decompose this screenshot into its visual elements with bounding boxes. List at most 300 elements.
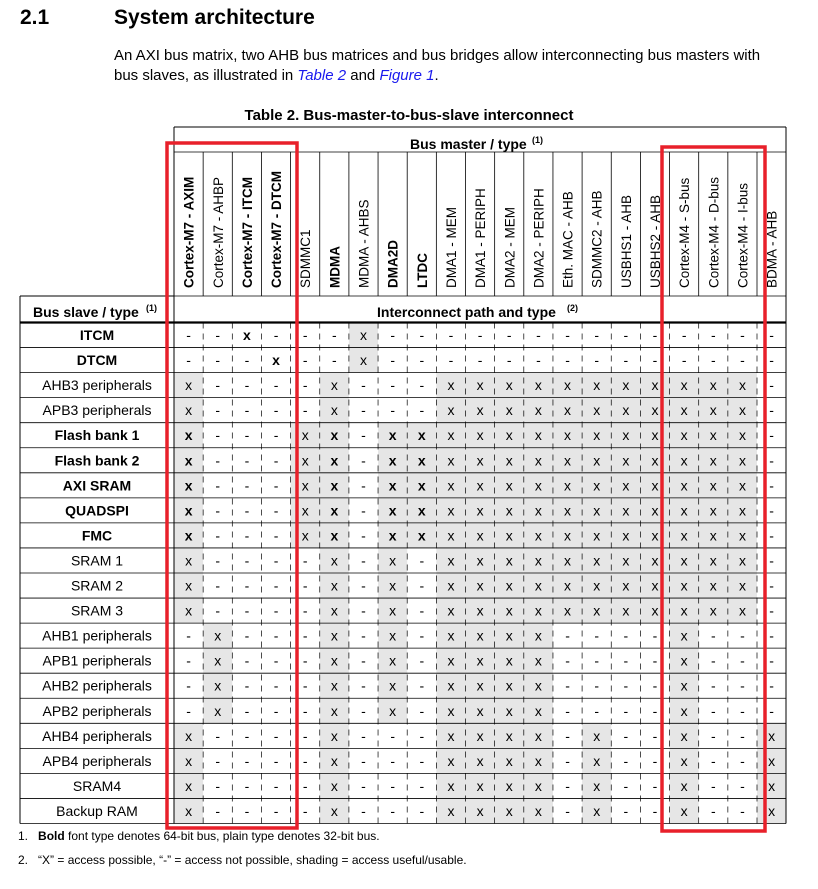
cell-value: - (244, 777, 250, 794)
cell-value: x (301, 452, 309, 469)
cell-value: - (273, 702, 279, 719)
cell-value: x (476, 702, 484, 719)
cell-value: x (447, 377, 455, 394)
cell-value: x (534, 602, 542, 619)
master-label: DMA2D (385, 239, 401, 288)
cell-value: - (244, 652, 250, 669)
cell-value: - (302, 377, 308, 394)
cell-value: - (565, 327, 570, 344)
cell-value: x (680, 377, 688, 394)
cell-value: x (738, 577, 746, 594)
bus-master-footnote-ref: (1) (532, 135, 543, 145)
cell-value: x (417, 477, 426, 494)
cell-value: - (740, 327, 745, 344)
cell-value: - (361, 552, 366, 569)
cell-value: x (389, 702, 397, 719)
cell-value: - (186, 627, 191, 644)
cell-value: - (302, 352, 308, 369)
master-label: DMA2 - PERIPH (531, 188, 547, 288)
master-label: Cortex-M4 - D-bus (706, 176, 722, 288)
cell-value: - (565, 702, 570, 719)
master-label: DMA2 - MEM (502, 207, 518, 288)
slave-label: SRAM 1 (70, 552, 124, 569)
slave-label: APB2 peripherals (42, 702, 152, 719)
cell-value: x (593, 552, 601, 569)
cell-value: x (447, 577, 455, 594)
cell-value: x (476, 777, 484, 794)
cell-value: - (273, 727, 279, 744)
cell-value: - (419, 727, 425, 744)
cell-value: - (710, 327, 716, 344)
cell-value: - (769, 702, 774, 719)
cell-value: x (476, 802, 484, 819)
cell-value: x (534, 552, 542, 569)
cell-value: x (447, 502, 455, 519)
cell-value: - (390, 327, 395, 344)
cell-value: - (273, 802, 279, 819)
cell-value: - (477, 327, 483, 344)
cell-value: x (768, 727, 776, 744)
cell-value: x (476, 577, 484, 594)
cell-value: - (244, 452, 250, 469)
cell-value: x (593, 752, 601, 769)
cell-value: x (272, 352, 280, 369)
table-2-link[interactable]: Table 2 (297, 67, 347, 84)
cell-value: x (534, 427, 542, 444)
cell-value: x (709, 602, 717, 619)
cell-value: - (244, 602, 250, 619)
cell-value: x (680, 452, 688, 469)
cell-value: - (273, 552, 279, 569)
cell-value: x (184, 427, 193, 444)
cell-value: x (447, 477, 455, 494)
cell-value: x (389, 677, 397, 694)
cell-value: x (505, 602, 513, 619)
cell-value: - (623, 627, 629, 644)
cell-value: x (564, 602, 572, 619)
cell-value: - (565, 652, 570, 669)
cell-value: x (534, 652, 542, 669)
footnote-number: 1. (18, 829, 29, 843)
cell-value: - (390, 777, 395, 794)
cell-value: x (768, 802, 776, 819)
cell-value: - (186, 652, 191, 669)
cell-value: - (506, 352, 512, 369)
cell-value: x (593, 402, 601, 419)
section-title: System architecture (114, 6, 315, 29)
cell-value: - (710, 752, 716, 769)
cell-value: x (476, 727, 484, 744)
cell-value: - (681, 352, 687, 369)
cell-value: x (447, 677, 455, 694)
cell-value: - (740, 352, 745, 369)
master-label: LTDC (414, 253, 430, 288)
cell-value: - (740, 702, 745, 719)
cell-value: - (215, 402, 221, 419)
cell-value: x (505, 727, 513, 744)
cell-value: - (361, 777, 366, 794)
cell-value: x (505, 627, 513, 644)
cell-value: - (419, 577, 425, 594)
cell-value: x (388, 477, 397, 494)
cell-value: - (769, 652, 774, 669)
cell-value: x (593, 527, 601, 544)
cell-value: - (565, 677, 570, 694)
cell-value: - (361, 602, 366, 619)
footnote-1 (18, 829, 380, 843)
cell-value: x (505, 652, 513, 669)
cell-value: x (534, 777, 542, 794)
cell-value: x (622, 452, 630, 469)
cell-value: - (594, 652, 600, 669)
cell-value: x (476, 602, 484, 619)
footnote-bold: Bold (38, 829, 65, 843)
cell-value: x (417, 427, 426, 444)
cell-value: x (738, 427, 746, 444)
cell-value: - (623, 677, 629, 694)
master-label: Cortex-M7 - ITCM (239, 177, 255, 288)
cell-value: x (680, 427, 688, 444)
cell-value: - (273, 652, 279, 669)
interconnect-header: Interconnect path and type (377, 304, 556, 320)
cell-value: x (476, 402, 484, 419)
cell-value: - (244, 352, 250, 369)
cell-value: - (652, 777, 658, 794)
cell-value: x (680, 527, 688, 544)
cell-value: - (419, 602, 425, 619)
cell-value: - (361, 402, 366, 419)
cell-value: - (390, 802, 395, 819)
cell-value: x (330, 602, 338, 619)
master-label: Cortex-M7 - AHBP (210, 176, 226, 288)
cell-value: - (594, 677, 600, 694)
cell-value: x (680, 602, 688, 619)
cell-value: - (710, 352, 716, 369)
cell-value: x (709, 552, 717, 569)
cell-value: - (244, 502, 250, 519)
cell-value: - (652, 327, 658, 344)
slave-label: DTCM (76, 352, 118, 369)
cell-value: - (594, 327, 600, 344)
cell-value: - (419, 677, 425, 694)
cell-value: x (651, 377, 659, 394)
cell-value: - (710, 802, 716, 819)
cell-value: - (215, 452, 221, 469)
cell-value: - (710, 652, 716, 669)
cell-value: x (476, 527, 484, 544)
cell-value: - (565, 777, 570, 794)
cell-value: - (273, 677, 279, 694)
cell-value: x (564, 427, 572, 444)
bus-slave-header: Bus slave / type (33, 304, 139, 320)
cell-value: x (593, 427, 601, 444)
cell-value: x (447, 602, 455, 619)
cell-value: - (623, 802, 629, 819)
cell-value: x (738, 602, 746, 619)
cell-value: x (505, 802, 513, 819)
cell-value: x (330, 502, 339, 519)
cell-value: - (448, 352, 454, 369)
cell-value: x (534, 802, 542, 819)
cell-value: - (769, 402, 774, 419)
slave-label: ITCM (79, 327, 115, 344)
cell-value: - (302, 327, 308, 344)
cell-value: - (506, 327, 512, 344)
cell-value: x (534, 727, 542, 744)
cell-value: x (680, 402, 688, 419)
cell-value: x (389, 602, 397, 619)
cell-value: - (361, 527, 366, 544)
cell-value: x (622, 377, 630, 394)
cell-value: x (534, 452, 542, 469)
cell-value: - (302, 552, 308, 569)
cell-value: x (505, 577, 513, 594)
cell-value: x (505, 777, 513, 794)
master-label: Eth. MAC - AHB (560, 191, 576, 288)
cell-value: x (185, 777, 193, 794)
cell-value: - (419, 377, 425, 394)
cell-value: x (564, 452, 572, 469)
cell-value: x (447, 452, 455, 469)
cell-value: x (738, 552, 746, 569)
cell-value: - (740, 777, 745, 794)
cell-value: - (302, 727, 308, 744)
cell-value: x (330, 377, 338, 394)
cell-value: - (215, 602, 221, 619)
cell-value: - (477, 352, 483, 369)
cell-value: x (738, 377, 746, 394)
cell-value: - (332, 327, 337, 344)
cell-value: - (302, 652, 308, 669)
cell-value: - (652, 652, 658, 669)
cell-value: - (769, 577, 774, 594)
slave-label: APB3 peripherals (42, 402, 152, 419)
cell-value: x (593, 802, 601, 819)
master-label: SDMMC2 - AHB (589, 190, 605, 288)
cell-value: x (214, 677, 222, 694)
slave-label: AHB2 peripherals (42, 677, 152, 694)
intro-text: . (434, 67, 439, 84)
cell-value: - (390, 752, 395, 769)
cell-value: x (505, 377, 513, 394)
cell-value: - (273, 377, 279, 394)
cell-value: - (565, 802, 570, 819)
cell-value: x (184, 477, 193, 494)
cell-value: x (680, 802, 688, 819)
cell-value: - (390, 377, 395, 394)
cell-value: x (330, 552, 338, 569)
cell-value: x (476, 677, 484, 694)
footnote-text: “X” = access possible, “-” = access not possible, shading = access useful/usable. (38, 853, 467, 867)
cell-value: x (651, 402, 659, 419)
cell-value: x (447, 727, 455, 744)
cell-value: - (652, 352, 658, 369)
cell-value: - (215, 527, 221, 544)
cell-value: x (709, 402, 717, 419)
cell-value: - (536, 352, 541, 369)
cell-value: x (738, 452, 746, 469)
cell-value: - (769, 502, 774, 519)
cell-value: - (215, 352, 221, 369)
cell-value: x (651, 502, 659, 519)
cell-value: x (184, 502, 193, 519)
cell-value: x (447, 427, 455, 444)
cell-value: x (534, 577, 542, 594)
cell-value: x (330, 752, 338, 769)
cell-value: x (622, 477, 630, 494)
cell-value: x (184, 527, 193, 544)
cell-value: x (534, 702, 542, 719)
cell-value: - (769, 377, 774, 394)
cell-value: x (447, 652, 455, 669)
cell-value: - (361, 452, 366, 469)
cell-value: - (710, 727, 716, 744)
master-label: Cortex-M4 - I-bus (735, 182, 751, 288)
cell-value: x (680, 752, 688, 769)
cell-value: x (709, 427, 717, 444)
cell-value: - (769, 477, 774, 494)
master-label: MDMA (327, 246, 343, 288)
slave-label: QUADSPI (65, 502, 129, 519)
cell-value: - (681, 327, 687, 344)
cell-value: x (622, 402, 630, 419)
cell-value: x (651, 427, 659, 444)
cell-value: - (594, 352, 600, 369)
cell-value: x (534, 527, 542, 544)
cell-value: - (244, 577, 250, 594)
cell-value: x (301, 477, 309, 494)
master-label: DMA1 - MEM (443, 207, 459, 288)
cell-value: - (361, 477, 366, 494)
cell-value: x (680, 552, 688, 569)
cell-value: x (476, 652, 484, 669)
cell-value: x (593, 777, 601, 794)
cell-value: x (564, 527, 572, 544)
cell-value: - (565, 627, 570, 644)
cell-value: x (593, 727, 601, 744)
cell-value: - (273, 627, 279, 644)
cell-value: x (564, 402, 572, 419)
cell-value: x (680, 477, 688, 494)
cell-value: - (536, 327, 541, 344)
cell-value: - (215, 502, 221, 519)
cell-value: x (389, 652, 397, 669)
table-caption: Table 2. Bus-master-to-bus-slave interconnect (244, 107, 574, 124)
cell-value: - (332, 352, 337, 369)
cell-value: - (448, 327, 454, 344)
cell-value: x (185, 402, 193, 419)
cell-value: - (273, 452, 279, 469)
cell-value: x (622, 527, 630, 544)
cell-value: x (593, 477, 601, 494)
cell-value: x (330, 652, 338, 669)
cell-value: - (273, 427, 279, 444)
cell-value: - (244, 627, 250, 644)
cell-value: - (652, 627, 658, 644)
cell-value: x (447, 552, 455, 569)
cell-value: x (417, 527, 426, 544)
cell-value: - (710, 627, 716, 644)
cell-value: x (680, 677, 688, 694)
cell-value: x (214, 627, 222, 644)
cell-value: x (447, 527, 455, 544)
cell-value: - (361, 427, 366, 444)
cell-value: x (738, 502, 746, 519)
cell-value: x (447, 752, 455, 769)
cell-value: - (565, 352, 570, 369)
cell-value: - (361, 652, 366, 669)
cell-value: x (301, 427, 309, 444)
cell-value: - (302, 752, 308, 769)
figure-1-link[interactable]: Figure 1 (379, 67, 435, 84)
cell-value: - (273, 502, 279, 519)
cell-value: - (419, 802, 425, 819)
cell-value: x (651, 602, 659, 619)
cell-value: - (419, 352, 425, 369)
cell-value: x (330, 677, 338, 694)
cell-value: - (244, 802, 250, 819)
cell-value: - (302, 777, 308, 794)
cell-value: x (330, 627, 338, 644)
cell-value: x (476, 427, 484, 444)
cell-value: - (273, 777, 279, 794)
cell-value: - (244, 527, 250, 544)
cell-value: - (623, 352, 629, 369)
cell-value: - (244, 552, 250, 569)
cell-value: x (505, 427, 513, 444)
cell-value: - (652, 802, 658, 819)
footnote-text: font type denotes 64-bit bus, plain type denotes 32-bit bus. (64, 829, 380, 843)
cell-value: x (447, 702, 455, 719)
cell-value: - (419, 702, 425, 719)
cell-value: - (244, 477, 250, 494)
cell-value: x (330, 452, 339, 469)
cell-value: x (593, 377, 601, 394)
cell-value: - (244, 727, 250, 744)
cell-value: - (419, 552, 425, 569)
cell-value: - (215, 802, 221, 819)
cell-value: - (769, 352, 774, 369)
cell-value: - (302, 577, 308, 594)
cell-value: - (273, 752, 279, 769)
cell-value: - (273, 327, 279, 344)
cell-value: - (740, 802, 745, 819)
cell-value: - (244, 402, 250, 419)
cell-value: - (623, 327, 629, 344)
cell-value: x (389, 577, 397, 594)
cell-value: x (564, 552, 572, 569)
cell-value: x (680, 502, 688, 519)
cell-value: - (623, 652, 629, 669)
cell-value: - (740, 727, 745, 744)
cell-value: - (419, 752, 425, 769)
cell-value: - (361, 727, 366, 744)
cell-value: - (565, 752, 570, 769)
cell-value: - (710, 702, 716, 719)
cell-value: x (564, 577, 572, 594)
slave-label: SRAM4 (72, 777, 122, 794)
slave-label: Flash bank 2 (54, 452, 140, 469)
cell-value: x (738, 527, 746, 544)
cell-value: x (505, 677, 513, 694)
cell-value: x (330, 777, 338, 794)
cell-value: x (680, 652, 688, 669)
section-number: 2.1 (20, 6, 50, 29)
cell-value: - (302, 627, 308, 644)
cell-value: x (476, 752, 484, 769)
cell-value: x (534, 502, 542, 519)
cell-value: x (651, 527, 659, 544)
